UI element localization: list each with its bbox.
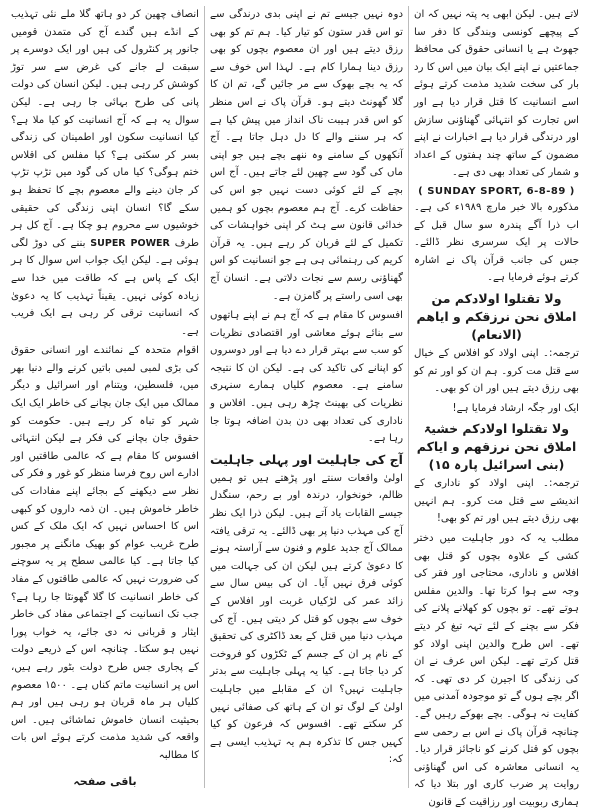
left-para-1: [11, 6, 199, 340]
right-para-4: ایک اور جگہ ارشاد فرمایا ہے!: [452, 402, 579, 414]
middle-para-3: اولیٰ واقعات سنتے اور پڑھتے ہیں تو ہمیں ظالم، خونخوار، درندہ اور بے رحم، سنگدل جیسے القابات یاد آتے ہیں۔ لیکن ذرا ایک نظر آج کی مہذب دنیا پر بھی ڈالئے۔ یہ ترقی یافتہ ممالک آج جدید علوم و فنون سے آراستہ ہونے کا دعویٰ کرتے ہیں لیکن ان کی جہالت میں کوئی فرق نہیں آیا۔ ان کی بیس سال سے زائد عمر کی لڑکیاں غربت اور افلاس کے خوف سے بچوں کو قتل کر دیتی ہیں۔ آج کی مہذب دنیا میں قتل کے بعد ڈاکٹری کی تحقیق کے نام پر ان کے جسم کے ٹکڑوں کو فروخت کر دیا جاتا ہے۔ کیا یہ پہلی جاہلیت سے بدتر جاہلیت نہیں؟ ان کے مقابلے میں جاہلیت اولیٰ کے لوگ تو ان کے ہاتھ کی صفائی نہیں کر سکتے تھے۔ افسوس کہ فرعون کو کیا کہیں جس کا تذکرہ ہم یہ تہذیب ایسی ہے کہ:: [210, 472, 403, 766]
source-citation: ( SUNDAY SPORT, 6-8-89 ): [418, 185, 575, 197]
right-para-2: مذکورہ بالا خبر مارچ ۱۹۸۹ء کی ہے۔ اب ذرا آگے پندرہ سو سال قبل کے حالات پر ایک سرسری نظر ڈالئے۔ جس کی جانب قرآن پاک نے اشارہ کرتے ہوئے فرمایا ہے۔: [414, 201, 579, 284]
continued-note: باقی صفحہ: [73, 774, 137, 788]
section-heading: آج کی جاہلیت اور پہلی جاہلیت: [210, 451, 403, 467]
middle-para-1: دوہ نہیں جیسے تم نے اپنی بدی درندگی سے تو اس قدر ستون کو تیار کیا۔ ہم تم کو بھی رزق دیتے ہیں اور ان معصوم بچوں کو بھی رزق دینا ہمارا کام ہے۔ لہذا اس خوف سے کہ یہ بچے بھوک سے مر جائیں گے، تم ان کا گلا گھونٹ دیتے ہو۔ قرآن پاک نے اس منظر کو اس قدر ہیبت ناک انداز میں پیش کیا ہے کہ ہر سننے والے کا دل دہل جاتا ہے۔ آج آنکھوں کے سامنے وہ ننھے بچے ہیں جو اپنی ماں کی گود سے چھین لئے جاتے ہیں۔ آج اس بچے کے لئے کوئی دست نہیں جو اس کی حفاظت کرے۔ آج ہم معصوم بچوں کو ہمیں خدائی قانون سے ہٹ کر اپنی خواہشات کی تکمیل کے لئے قربان کر رہے ہیں۔ یہ قرآن کریم کی رہنمائی ہی ہے جو انسانیت کو اس گھناؤنی رسم سے نجات دلاتی ہے۔ انسان آج بھی اسی راستے پر گامزن ہے۔: [210, 9, 403, 302]
left-para-2: اقوام متحدہ کے نمائندے اور انسانی حقوق کی بڑی لمبی لمبی باتیں کرنے والے دنیا بھر میں، فلسطین، ویتنام اور اسرائیل و دیگر ممالک میں ایک جان بچانے کی خاطر ایک ایک شہر کو تباہ کر رہے ہیں۔ حکومت کو حقوق جان بچانے کی فکر ہے لیکن انتہائی افسوس کا مقام ہے کہ عالمی طاقتیں اور ادارے اس روح فرسا منظر کو غور و فکر کی نظر سے دیکھنے کے بجائے اپنے مفادات کی خاطر خاموش ہیں۔ ان ذمہ داروں کو کبھی اس کا احساس نہیں کہ ایک ملک کے کس طرح غریب عوام کو بھیک مانگنے پر مجبور کیا جاتا ہے۔ کیا عالمی سطح پر یہ سوچنے کی ضرورت نہیں کہ عالمی طاقتوں کے مفاد کی خاطر انسانیت کا گلا گھونٹا جا رہا ہے؟ جب تک انسانیت کے اجتماعی مفاد کی خاطر ایثار و قربانی نہ دی جائے، یہ خواب پورا نہیں ہو سکتا۔ چنانچہ اس کے ذریعے دولت کے پجاری جس طرح دولت بٹور رہے ہیں، اس پر انسانیت ماتم کناں ہے۔ ۱۵۰۰ معصوم کلیاں ہر ماہ قربان ہو رہی ہیں اور ہم بحیثیت انسان خاموش تماشائی ہیں۔ اس واقعہ کی شدید مذمت کرتے ہوئے اس بات کا مطالبہ: [11, 345, 199, 761]
left-para-1b-text: بننے کی دوڑ لگی ہوئی ہے۔ لیکن ایک جواب اس سوال کا ہر ایک کے پاس ہے کہ طاقت میں خدا سے زیادہ کوئی نہیں۔ یقیناً تہذیب کا یہ دعویٰ کہ انسانیت ترقی کر رہی ہے ایک فریب ہے۔: [11, 237, 199, 337]
middle-column: [204, 6, 409, 788]
middle-para-2: افسوس کا مقام ہے کہ آج ہم نے اپنے ہاتھوں سے بنائے ہوئے معاشی اور اقتصادی نظریات کو سب سے بہتر قرار دے دیا ہے اور دوسروں کو اپنانے کی تاکید کی ہے۔ لیکن ان کا نتیجہ سامنے ہے۔ معصوم کلیاں ہمارے سنہری نظریات کی بھینٹ چڑھ رہی ہیں۔ افلاس و ناداری کی تعداد بھی دن بدن اضافہ ہوتا جا رہا ہے۔: [210, 310, 403, 445]
article-columns: [6, 6, 584, 808]
right-para-6: مطلب یہ کہ دور جاہلیت میں دختر کشی کے علاوہ بچوں کو قتل بھی افلاس و ناداری، محتاجی اور فقر کی وجہ سے ہوا کرتا تھا۔ والدین مفلس ہوتے تھے۔ تو بچوں کو کھلانے پلانے کی فکر سے بچنے کے لئے تہہ تیغ کر دیتے تھے۔ اس طرح والدین اپنی اولاد کو قتل کرتے تھے۔ لیکن اس عرف نے ان کی زندگی کا اجیرن کر دی تھی۔ کہ اگر بچے ہوں گے تو موجودہ آمدنی میں کفایت نہ ہوگی۔ بچے بھوکے رہیں گے۔ چنانچہ قرآن پاک نے اس بے رحمی سے بچوں کو قتل کرنے کو ناجائز قرار دیا۔ یہ انسانی معاشرہ کی اس گھناؤنی روایت پر ضرب کاری اور بتلا دیا کہ ہماری ربوبیت اور رزاقیت کے قانون: [414, 533, 579, 808]
english-term: SUPER POWER: [90, 237, 170, 249]
right-para-5: ترجمہ:۔ اپنی اولاد کو ناداری کے اندیشے سے قتل مت کرو۔ ہم انہیں بھی رزق دیتے ہیں اور تم کو بھی!: [414, 478, 579, 525]
right-intro: لاتے ہیں۔ لیکن ابھی یہ پتہ نہیں کہ ان کے پیچھے کونسی وبندگی کا دفر سا جھوٹ ہے یا انسانی حقوق کی محافظ جماعتیں نے اپنے ایک بیان میں اس کا رد بار کی سخت شدید مذمت کرتے ہوئے اسے انسانیت کا قتل قرار دیا ہے اور اس تجارت کو انتہائی گھناؤنی سازش اور درندگی قرار دیا ہے اخبارات نے اپنے مضمون کے ساتھ چند ہفتوں کے اعداد و شمار کی تعداد بھی دی ہے۔: [414, 9, 579, 179]
left-para-1-text: انصاف چھین کر دو ہاتھ گلا ملے نئی تہذیب کے انڈے ہیں گندے آج کی متمدن قومیں جانور پر کنٹرول کی ہیں اور ایک دوسرے پر سبقت لے جانے کی غرض سے سر توڑ کوشش کر رہی ہیں۔ لیکن انسان کی دولت پانی کی طرح بہائی جا رہی ہے۔ لیکن سوال یہ ہے کہ آج انسانیت کو کیا ملا ہے؟ کیا انسانیت سکون اور اطمینان کی زندگی بسر کر سکتی ہے؟ کیا مفلس کی اقلاس ختم ہوگی؟ کیا ماں کی گود میں تڑپ تڑپ کر جان دینے والے معصوم بچے کا تحفظ ہو سکے گا؟ انسان اپنی زندگی کی حقیقی خوشیوں سے محروم ہو چکا ہے۔ آج کل ہر طرف: [11, 9, 200, 249]
right-column: [409, 6, 584, 808]
right-para-3: ترجمہ:۔ اپنی اولاد کو افلاس کے خیال سے قتل مت کرو۔ ہم ان کو اور تم کو بھی رزق دیتے ہیں اور ان کو بھی۔: [414, 347, 579, 395]
left-column: [6, 6, 204, 788]
quran-verse-1: ولا تقتلوا اولادکم من املاق نحن نرزقکم و ایاھم (الانعام): [416, 290, 577, 342]
quran-verse-2: ولا تقتلوا اولادکم خشیۃ املاق نحن نرزقھم و ایاکم (بنی اسرائیل پارہ ۱۵): [416, 421, 577, 473]
